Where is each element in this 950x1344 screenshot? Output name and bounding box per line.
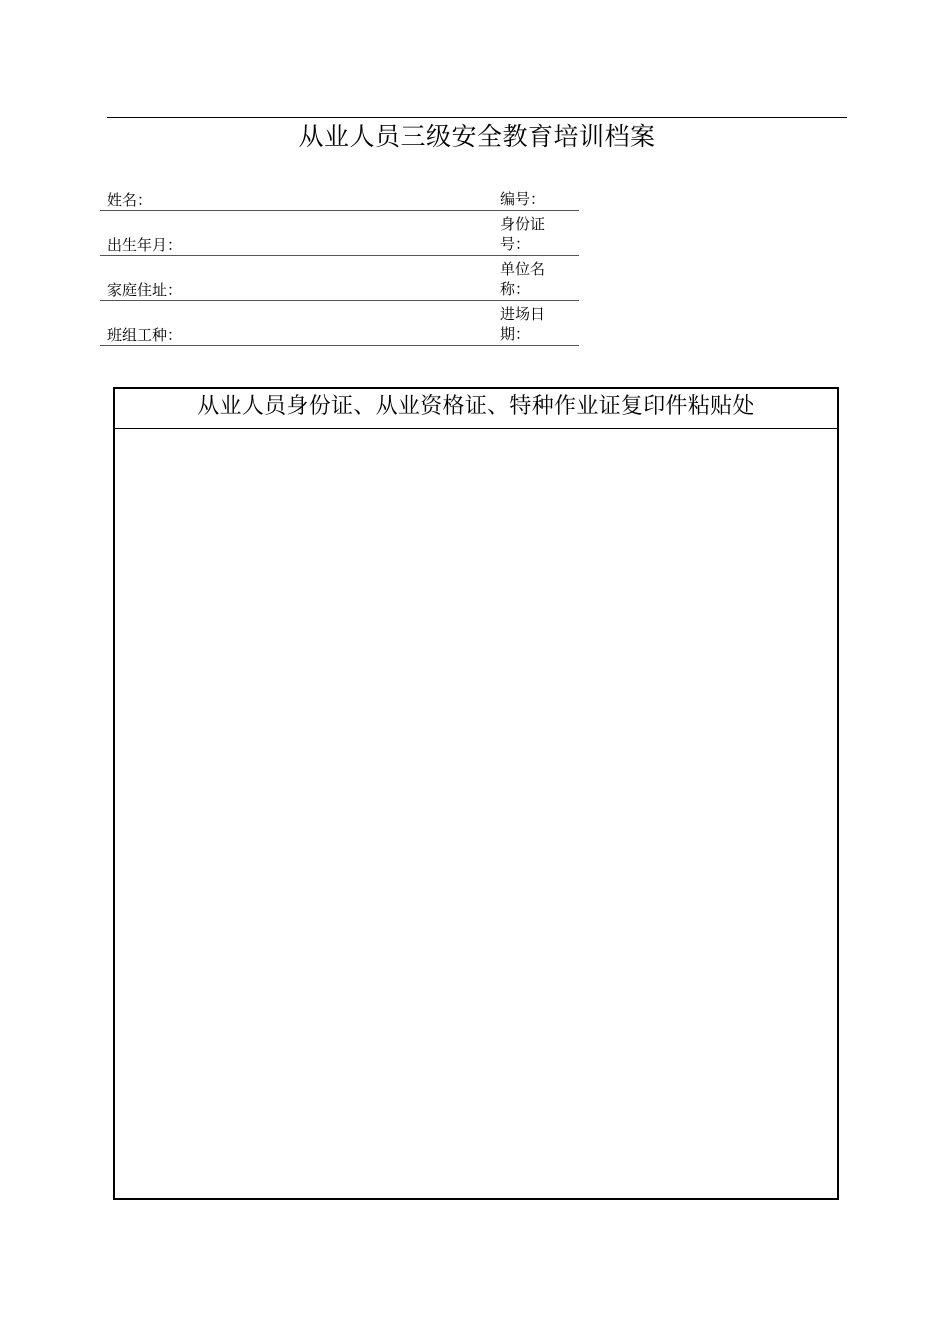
paste-box-header: 从业人员身份证、从业资格证、特种作业证复印件粘贴处 xyxy=(115,389,837,429)
entry-date-label: 进场日期： xyxy=(500,305,546,343)
document-paste-box xyxy=(113,387,839,1200)
info-row-team xyxy=(100,301,579,346)
number-label: 编号： xyxy=(500,190,546,208)
paste-area xyxy=(115,429,837,1198)
info-row-birth xyxy=(100,211,579,256)
title-top-rule xyxy=(107,117,847,118)
document-title: 从业人员三级安全教育培训档案 xyxy=(298,122,656,151)
info-row-address xyxy=(100,256,579,301)
personal-info-table xyxy=(100,182,579,346)
id-number-label: 身份证号： xyxy=(500,215,546,253)
team-trade-label: 班组工种： xyxy=(107,326,183,344)
info-row-name xyxy=(100,182,579,211)
name-label: 姓名： xyxy=(107,191,153,209)
company-name-label: 单位名称： xyxy=(500,260,546,298)
home-address-label: 家庭住址： xyxy=(107,281,183,299)
birth-date-label: 出生年月： xyxy=(107,236,183,254)
